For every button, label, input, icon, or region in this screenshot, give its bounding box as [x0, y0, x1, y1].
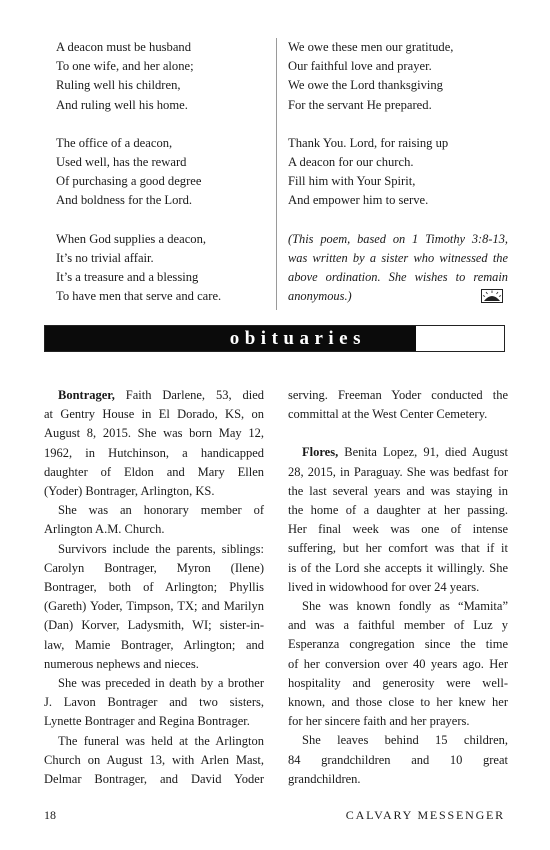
text-line-fragment: Faith Darlene, 53, died	[125, 388, 265, 402]
poem-line: And boldness for the Lord.	[56, 193, 193, 208]
text-line: 84 grandchildren and 10 great	[288, 752, 508, 767]
poem-line: It’s a treasure and a blessing	[56, 270, 199, 285]
text-line-fragment: Benita Lopez, 91, died August	[344, 445, 508, 460]
note-line: above ordination. She wishes to remain	[288, 270, 508, 285]
text-line: of her conversion over 40 years ago. Her	[288, 656, 508, 671]
obituary-name: Flores,	[302, 445, 339, 460]
text-line: Church on August 13, with Arlen Mast,	[44, 752, 264, 767]
text-line: lived in widowhood for over 24 years.	[288, 579, 480, 594]
section-banner-fill	[45, 326, 416, 351]
note-line: anonymous.)	[288, 289, 352, 304]
text-line: She was preceded in death by a brother	[58, 676, 264, 691]
obituary-paragraph	[44, 674, 264, 732]
poem-line: And ruling well his home.	[56, 97, 188, 112]
sunrise-ornament-icon	[481, 289, 503, 303]
obituaries-right-column	[288, 386, 508, 789]
text-line: Carolyn Bontrager, Myron (Ilene)	[44, 560, 264, 575]
text-line: at Gentry House in El Dorado, KS, on	[44, 407, 264, 422]
text-line: law, Mamie Bontrager, Arlington; and	[44, 637, 264, 652]
text-line: numerous nephews and nieces.	[44, 656, 199, 671]
poem-stanza	[56, 230, 268, 307]
text-line: Arlington A.M. Church.	[44, 522, 165, 537]
text-line: hospitality and generosity were well-	[288, 675, 508, 690]
poem-line: To have men that serve and care.	[56, 289, 222, 304]
poem-line: Ruling well his children,	[56, 78, 181, 93]
poem-line: And empower him to serve.	[288, 193, 429, 208]
poem-line: Used well, has the reward	[56, 155, 187, 170]
text-line: Survivors include the parents, siblings:	[58, 541, 264, 556]
text-line	[44, 386, 264, 405]
text-line	[288, 443, 508, 462]
obituary-paragraph	[288, 443, 508, 597]
text-line: for her sincere faith and her prayers.	[288, 714, 470, 729]
text-line: The funeral was held at the Arlington	[58, 733, 264, 748]
poem-line: A deacon for our church.	[288, 155, 414, 170]
text-line: the home of a daughter at her passing.	[288, 503, 508, 518]
poem-line: Fill him with Your Spirit,	[288, 174, 416, 189]
poem-line: When God supplies a deacon,	[56, 231, 207, 246]
note-line: (This poem, based on 1 Timothy 3:8-13,	[288, 231, 508, 246]
text-line: and was a faithful member of Luz y	[288, 618, 508, 633]
text-line: She leaves behind 15 children,	[302, 733, 508, 748]
text-line: committal at the West Center Cemetery.	[288, 407, 488, 422]
obituary-paragraph	[288, 597, 508, 731]
poem-stanza	[56, 38, 268, 115]
text-line: August 8, 2015. She was born May 12,	[44, 426, 264, 441]
text-line: is of the Lord she accepts it willingly. She	[288, 560, 508, 575]
text-line: (Gareth) Yoder, Timpson, TX; and Marilyn	[44, 599, 264, 614]
poem-line: Of purchasing a good degree	[56, 174, 202, 189]
poem-line: Thank You. Lord, for raising up	[288, 135, 449, 150]
text-line: daughter of Eldon and Mary Ellen	[44, 464, 264, 479]
poem-attribution-note	[288, 230, 508, 307]
text-line: suffering, but her comfort was that if it	[288, 541, 508, 556]
note-line: was written by a sister who witnessed the	[288, 250, 508, 265]
text-line: (Yoder) Bontrager, Arlington, KS.	[44, 484, 215, 499]
obituary-paragraph	[44, 732, 264, 790]
text-line: the last several years and was staying in	[288, 483, 508, 498]
poem-line: To one wife, and her alone;	[56, 59, 194, 74]
text-line: Delmar Bontrager, and David Yoder	[44, 772, 264, 787]
poem-right-column	[288, 38, 508, 306]
obituary-paragraph	[44, 386, 264, 501]
obituary-paragraph	[44, 501, 264, 539]
text-line: grandchildren.	[288, 771, 361, 786]
text-line: Lynette Bontrager and Regina Bontrager.	[44, 714, 250, 729]
text-line: She was an honorary member of	[58, 503, 264, 518]
poem-left-column	[56, 38, 268, 325]
section-banner	[44, 325, 505, 352]
poem-line: We owe the Lord thanksgiving	[288, 78, 443, 93]
poem-stanza	[56, 134, 268, 211]
obituary-paragraph	[44, 540, 264, 674]
text-line: 1962, in Hutchinson, a handicapped	[44, 445, 264, 460]
poem-stanza	[288, 38, 508, 115]
poem-line: We owe these men our gratitude,	[288, 40, 454, 54]
text-line: (Dan) Korver, Ladysmith, WI; sister-in-	[44, 618, 264, 633]
column-divider	[276, 38, 277, 310]
poem-line: A deacon must be husband	[56, 40, 192, 54]
poem-stanza	[288, 134, 508, 211]
obituaries-left-column	[44, 386, 264, 789]
obituary-paragraph	[288, 386, 508, 424]
section-title: obituaries	[229, 327, 366, 349]
obituary-name: Bontrager,	[58, 388, 115, 402]
text-line: serving. Freeman Yoder conducted the	[288, 388, 508, 402]
poem-line: For the servant He prepared.	[288, 97, 432, 112]
text-line: Bontrager, both of Arlington; Phyllis	[44, 580, 264, 595]
text-line: known, and those close to her knew her	[288, 695, 508, 710]
magazine-name: CALVARY MESSENGER	[345, 808, 505, 822]
page-number: 18	[44, 808, 56, 822]
poem-line: Our faithful love and prayer.	[288, 59, 432, 74]
poem-line: It’s no trivial affair.	[56, 250, 154, 265]
obituary-paragraph	[288, 731, 508, 789]
text-line: J. Lavon Bontrager and two sisters,	[44, 695, 264, 710]
text-line: Esperanza congregation since the time	[288, 637, 508, 652]
text-line: 28, 2015, in Paraguay. She was bedfast for	[288, 464, 508, 479]
poem-line: The office of a deacon,	[56, 135, 173, 150]
text-line: Her final week was one of intense	[288, 522, 508, 537]
text-line: She was known fondly as “Mamita”	[302, 599, 508, 614]
